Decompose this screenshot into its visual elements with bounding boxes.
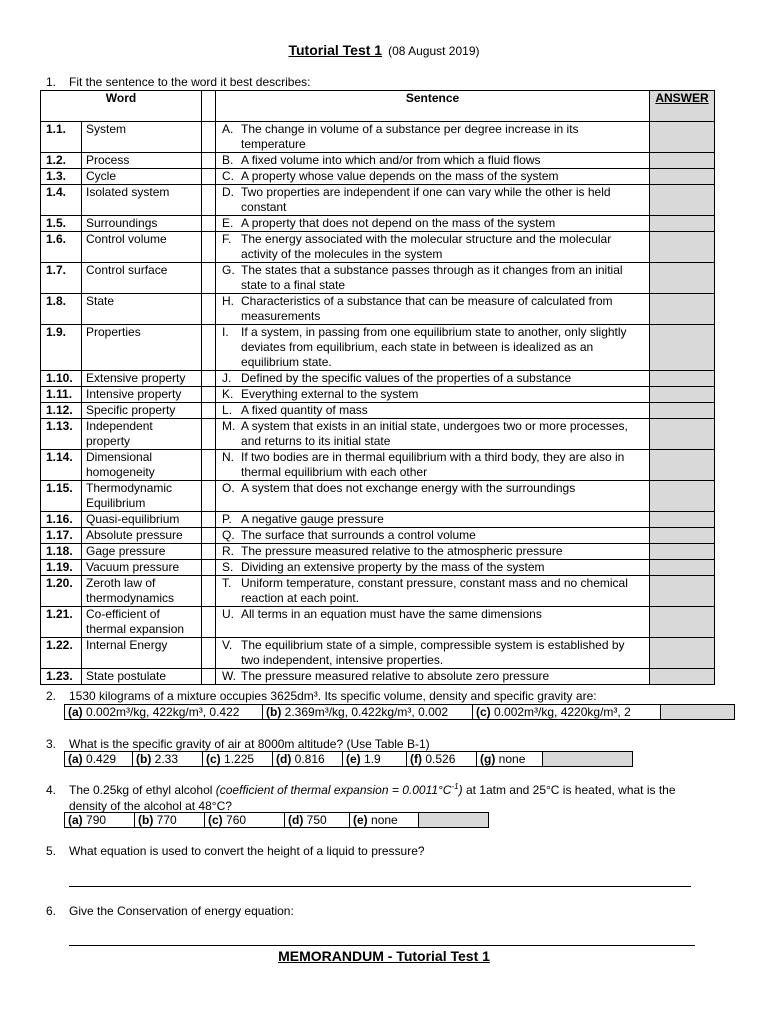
q2-options <box>64 704 735 720</box>
question-prompt: What is the specific gravity of air at 8000m altitude? (Use Table B-1) <box>69 737 430 751</box>
header-gap <box>202 91 216 122</box>
item-number: 1.23. <box>41 669 82 685</box>
item-sentence-cell <box>216 232 650 263</box>
answer-cell[interactable] <box>650 512 715 528</box>
question-prompt: What equation is used to convert the height of a liquid to pressure? <box>69 844 425 858</box>
sentence-letter: S. <box>222 560 234 574</box>
item-word: Quasi-equilibrium <box>82 512 202 528</box>
item-number: 1.10. <box>41 371 82 387</box>
item-word: Gage pressure <box>82 544 202 560</box>
item-sentence-cell <box>216 153 650 169</box>
item-word: Specific property <box>82 403 202 419</box>
table-row <box>41 607 715 638</box>
item-sentence-cell <box>216 216 650 232</box>
question-prompt: 1530 kilograms of a mixture occupies 3625dm³. Its specific volume, density and specific gravity are: <box>69 689 597 703</box>
sentence-text: The change in volume of a substance per degree increase in its temperature <box>241 122 579 151</box>
sentence-text: A property that does not depend on the mass of the system <box>241 216 556 230</box>
question-prompt: Fit the sentence to the word it best describes: <box>69 75 311 89</box>
option-cell <box>477 752 543 767</box>
option-text: 760 <box>226 813 247 827</box>
answer-cell[interactable] <box>661 705 735 720</box>
option-text: 790 <box>86 813 107 827</box>
item-gap <box>202 560 216 576</box>
item-gap <box>202 387 216 403</box>
table-row <box>41 325 715 371</box>
option-text: 2.33 <box>154 752 179 766</box>
option-label: (c) <box>206 752 221 766</box>
option-cell <box>203 752 273 767</box>
item-sentence-cell <box>216 122 650 153</box>
sentence-text: A system that exists in an initial state, undergoes two or more processes, and returns to its initial state <box>241 419 628 448</box>
item-number: 1.1. <box>41 122 82 153</box>
item-sentence-cell <box>216 512 650 528</box>
item-gap <box>202 669 216 685</box>
answer-cell[interactable] <box>650 325 715 371</box>
question-number: 3. <box>46 737 57 751</box>
option-label: (e) <box>346 752 361 766</box>
table-row <box>41 669 715 685</box>
sentence-letter: A. <box>222 122 234 136</box>
options-row <box>65 705 735 720</box>
memorandum-title: MEMORANDUM - Tutorial Test 1 <box>278 948 490 964</box>
sentence-letter: J. <box>222 371 232 385</box>
option-text: 750 <box>306 813 327 827</box>
sentence-text: Dividing an extensive property by the mass of the system <box>241 560 545 574</box>
item-number: 1.8. <box>41 294 82 325</box>
item-gap <box>202 325 216 371</box>
sentence-text: Two properties are independent if one can vary while the other is held constant <box>241 185 611 214</box>
answer-cell[interactable] <box>650 638 715 669</box>
item-sentence-cell <box>216 185 650 216</box>
sentence-letter: D. <box>222 185 235 199</box>
table-row <box>41 512 715 528</box>
sentence-letter: E. <box>222 216 234 230</box>
question-number: 1. <box>46 75 57 89</box>
answer-cell[interactable] <box>650 294 715 325</box>
question-1 <box>46 74 706 90</box>
option-label: (f) <box>410 752 422 766</box>
question-prompt: Give the Conservation of energy equation: <box>69 904 294 918</box>
sentence-letter: Q. <box>222 528 235 542</box>
item-gap <box>202 232 216 263</box>
item-gap <box>202 185 216 216</box>
item-gap <box>202 403 216 419</box>
item-sentence-cell <box>216 638 650 669</box>
q4-options <box>64 812 489 828</box>
item-sentence-cell <box>216 387 650 403</box>
item-gap <box>202 153 216 169</box>
table-row <box>41 419 715 450</box>
answer-cell[interactable] <box>650 153 715 169</box>
answer-cell[interactable] <box>650 169 715 185</box>
table-row <box>41 403 715 419</box>
question-number: 2. <box>46 689 57 703</box>
answer-cell[interactable] <box>650 560 715 576</box>
sentence-letter: F. <box>222 232 232 246</box>
question-number: 4. <box>46 783 57 797</box>
options-row <box>65 752 633 767</box>
sentence-text: The energy associated with the molecular structure and the molecular activity of the molecules in the system <box>241 232 612 261</box>
table-row <box>41 528 715 544</box>
sentence-text: If a system, in passing from one equilibrium state to another, only slightly deviates from equilibrium, each state in between is idealized as an equilibrium state. <box>241 325 627 369</box>
table-row <box>41 481 715 512</box>
header-sentence: Sentence <box>216 91 650 122</box>
item-word: Zeroth law of thermodynamics <box>82 576 202 607</box>
item-number: 1.18. <box>41 544 82 560</box>
answer-cell[interactable] <box>650 371 715 387</box>
table-row <box>41 450 715 481</box>
option-cell <box>65 752 133 767</box>
item-number: 1.3. <box>41 169 82 185</box>
sentence-letter: H. <box>222 294 235 308</box>
sentence-letter: G. <box>222 263 235 277</box>
option-label: (e) <box>353 813 368 827</box>
option-label: (b) <box>138 813 154 827</box>
sentence-text: The pressure measured relative to the atmospheric pressure <box>241 544 563 558</box>
question-6 <box>46 903 706 919</box>
option-text: 1.9 <box>364 752 381 766</box>
item-sentence-cell <box>216 419 650 450</box>
item-sentence-cell <box>216 325 650 371</box>
table-header-row <box>41 91 715 122</box>
table-row <box>41 638 715 669</box>
item-gap <box>202 607 216 638</box>
table-row <box>41 153 715 169</box>
answer-cell[interactable] <box>650 185 715 216</box>
item-sentence-cell <box>216 669 650 685</box>
item-number: 1.17. <box>41 528 82 544</box>
answer-cell[interactable] <box>650 387 715 403</box>
option-text: 770 <box>156 813 177 827</box>
q3-options <box>64 751 633 767</box>
option-cell <box>407 752 477 767</box>
item-gap <box>202 638 216 669</box>
item-sentence-cell <box>216 544 650 560</box>
question-number: 5. <box>46 844 57 858</box>
option-cell <box>285 813 350 828</box>
item-gap <box>202 528 216 544</box>
question-2 <box>46 688 706 704</box>
answer-cell[interactable] <box>650 607 715 638</box>
option-cell <box>133 752 203 767</box>
answer-cell[interactable] <box>650 669 715 685</box>
item-gap <box>202 122 216 153</box>
item-number: 1.5. <box>41 216 82 232</box>
sentence-letter: O. <box>222 481 235 495</box>
item-number: 1.11. <box>41 387 82 403</box>
item-gap <box>202 450 216 481</box>
sentence-text: Uniform temperature, constant pressure, constant mass and no chemical reaction at each point. <box>241 576 628 605</box>
table-row <box>41 263 715 294</box>
item-number: 1.22. <box>41 638 82 669</box>
item-word: Control volume <box>82 232 202 263</box>
item-sentence-cell <box>216 263 650 294</box>
sentence-text: The states that a substance passes through as it changes from an initial state to a final state <box>241 263 623 292</box>
sentence-letter: W. <box>222 669 237 683</box>
item-number: 1.21. <box>41 607 82 638</box>
item-number: 1.4. <box>41 185 82 216</box>
item-number: 1.13. <box>41 419 82 450</box>
option-label: (d) <box>288 813 304 827</box>
option-cell <box>473 705 661 720</box>
item-gap <box>202 263 216 294</box>
option-text: 2.369m³/kg, 0.422kg/m³, 0.002 <box>284 705 449 719</box>
sentence-text: Defined by the specific values of the properties of a substance <box>241 371 572 385</box>
item-sentence-cell <box>216 371 650 387</box>
item-number: 1.14. <box>41 450 82 481</box>
prompt-part-end: at 1atm and 25°C is heated, what is the density of the alcohol at 48°C? <box>69 783 676 813</box>
sentence-letter: L. <box>222 403 233 417</box>
item-gap <box>202 294 216 325</box>
item-sentence-cell <box>216 607 650 638</box>
sentence-text: If two bodies are in thermal equilibrium with a third body, they are also in thermal equilibrium with each other <box>241 450 625 479</box>
option-text: 0.002m³/kg, 422kg/m³, 0.422 <box>86 705 240 719</box>
item-word: Process <box>82 153 202 169</box>
option-cell <box>343 752 407 767</box>
sentence-text: A negative gauge pressure <box>241 512 384 526</box>
table-row <box>41 387 715 403</box>
sentence-text: Characteristics of a substance that can be measure of calculated from measurements <box>241 294 613 323</box>
question-number: 6. <box>46 904 57 918</box>
item-word: State <box>82 294 202 325</box>
item-word: Isolated system <box>82 185 202 216</box>
sentence-letter: K. <box>222 387 234 401</box>
item-word: Co-efficient of thermal expansion <box>82 607 202 638</box>
option-cell <box>273 752 343 767</box>
item-number: 1.7. <box>41 263 82 294</box>
table-row <box>41 185 715 216</box>
answer-cell[interactable] <box>650 544 715 560</box>
item-gap <box>202 169 216 185</box>
answer-cell[interactable] <box>650 403 715 419</box>
item-gap <box>202 371 216 387</box>
options-row <box>65 813 489 828</box>
item-word: Vacuum pressure <box>82 560 202 576</box>
table-row <box>41 216 715 232</box>
answer-cell[interactable] <box>650 232 715 263</box>
sentence-text: A system that does not exchange energy with the surroundings <box>241 481 576 495</box>
answer-line-q6[interactable] <box>69 945 695 946</box>
question-5 <box>46 843 706 859</box>
item-number: 1.16. <box>41 512 82 528</box>
header-word: Word <box>41 91 202 122</box>
option-label: (c) <box>476 705 491 719</box>
prompt-part: The 0.25kg of ethyl alcohol <box>69 783 216 797</box>
option-label: (g) <box>480 752 496 766</box>
item-sentence-cell <box>216 560 650 576</box>
sentence-letter: R. <box>222 544 235 558</box>
answer-cell[interactable] <box>650 216 715 232</box>
option-cell <box>65 705 263 720</box>
answer-cell[interactable] <box>543 752 633 767</box>
header-answer: ANSWER <box>650 91 715 122</box>
title-text: Tutorial Test 1 <box>288 42 383 58</box>
option-text: 1.225 <box>224 752 255 766</box>
table-row <box>41 560 715 576</box>
item-gap <box>202 576 216 607</box>
sentence-text: A fixed quantity of mass <box>241 403 368 417</box>
table-row <box>41 169 715 185</box>
sentence-letter: N. <box>222 450 235 464</box>
sentence-letter: C. <box>222 169 235 183</box>
answer-cell[interactable] <box>650 481 715 512</box>
item-word: Intensive property <box>82 387 202 403</box>
table-row <box>41 122 715 153</box>
item-sentence-cell <box>216 528 650 544</box>
option-cell <box>135 813 205 828</box>
item-word: System <box>82 122 202 153</box>
answer-cell[interactable] <box>650 122 715 153</box>
question-3 <box>46 736 706 752</box>
sentence-letter: I. <box>222 325 229 339</box>
option-label: (b) <box>266 705 282 719</box>
sentence-text: Everything external to the system <box>241 387 419 401</box>
item-word: Control surface <box>82 263 202 294</box>
prompt-italic: (coefficient of thermal expansion = 0.0011°C <box>215 783 452 797</box>
item-number: 1.12. <box>41 403 82 419</box>
answer-cell[interactable] <box>650 263 715 294</box>
item-sentence-cell <box>216 576 650 607</box>
option-text: none <box>371 813 398 827</box>
sentence-text: The surface that surrounds a control volume <box>241 528 476 542</box>
option-text: 0.816 <box>294 752 325 766</box>
option-cell <box>65 813 135 828</box>
table-row <box>41 544 715 560</box>
sentence-letter: V. <box>222 638 233 652</box>
item-sentence-cell <box>216 450 650 481</box>
option-text: none <box>498 752 526 766</box>
answer-cell[interactable] <box>650 450 715 481</box>
item-word: Extensive property <box>82 371 202 387</box>
answer-cell[interactable] <box>419 813 489 828</box>
option-label: (d) <box>276 752 292 766</box>
item-word: Absolute pressure <box>82 528 202 544</box>
sentence-text: A fixed volume into which and/or from which a fluid flows <box>241 153 541 167</box>
matching-table <box>40 90 715 685</box>
sentence-text: All terms in an equation must have the same dimensions <box>241 607 542 621</box>
sentence-letter: M. <box>222 419 236 433</box>
item-gap <box>202 512 216 528</box>
table-row <box>41 576 715 607</box>
sentence-text: The pressure measured relative to absolute zero pressure <box>241 669 550 683</box>
option-cell <box>205 813 285 828</box>
question-prompt <box>69 782 706 814</box>
answer-line-q5[interactable] <box>69 886 691 887</box>
item-word: Internal Energy <box>82 638 202 669</box>
option-label: (a) <box>68 752 83 766</box>
item-sentence-cell <box>216 294 650 325</box>
sentence-letter: B. <box>222 153 234 167</box>
answer-cell[interactable] <box>650 528 715 544</box>
question-4 <box>46 782 706 814</box>
matching-table-body <box>41 122 715 685</box>
option-cell <box>263 705 473 720</box>
item-word: Thermodynamic Equilibrium <box>82 481 202 512</box>
item-number: 1.2. <box>41 153 82 169</box>
option-text: 0.526 <box>425 752 456 766</box>
item-word: Properties <box>82 325 202 371</box>
item-word: Dimensional homogeneity <box>82 450 202 481</box>
item-number: 1.19. <box>41 560 82 576</box>
sentence-text: The equilibrium state of a simple, compressible system is established by two independent, intensive properties. <box>241 638 625 667</box>
table-row <box>41 371 715 387</box>
answer-cell[interactable] <box>650 419 715 450</box>
answer-cell[interactable] <box>650 576 715 607</box>
item-word: State postulate <box>82 669 202 685</box>
sentence-letter: U. <box>222 607 235 621</box>
item-word: Cycle <box>82 169 202 185</box>
option-text: 0.002m³/kg, 4220kg/m³, 2 <box>494 705 631 719</box>
item-word: Surroundings <box>82 216 202 232</box>
item-sentence-cell <box>216 403 650 419</box>
option-label: (a) <box>68 705 83 719</box>
item-sentence-cell <box>216 481 650 512</box>
sentence-letter: T. <box>222 576 232 590</box>
option-cell <box>350 813 419 828</box>
item-gap <box>202 481 216 512</box>
item-number: 1.20. <box>41 576 82 607</box>
page-title <box>0 42 768 58</box>
sentence-letter: P. <box>222 512 232 526</box>
prompt-italic-end: ) <box>458 783 463 797</box>
item-number: 1.6. <box>41 232 82 263</box>
table-row <box>41 232 715 263</box>
prompt-superscript: -1 <box>451 782 459 791</box>
item-sentence-cell <box>216 169 650 185</box>
title-date: (08 August 2019) <box>388 44 480 58</box>
item-gap <box>202 544 216 560</box>
item-number: 1.15. <box>41 481 82 512</box>
item-gap <box>202 419 216 450</box>
option-label: (a) <box>68 813 83 827</box>
option-label: (c) <box>208 813 223 827</box>
item-number: 1.9. <box>41 325 82 371</box>
item-gap <box>202 216 216 232</box>
table-row <box>41 294 715 325</box>
option-text: 0.429 <box>86 752 117 766</box>
option-label: (b) <box>136 752 152 766</box>
sentence-text: A property whose value depends on the mass of the system <box>241 169 559 183</box>
item-word: Independent property <box>82 419 202 450</box>
